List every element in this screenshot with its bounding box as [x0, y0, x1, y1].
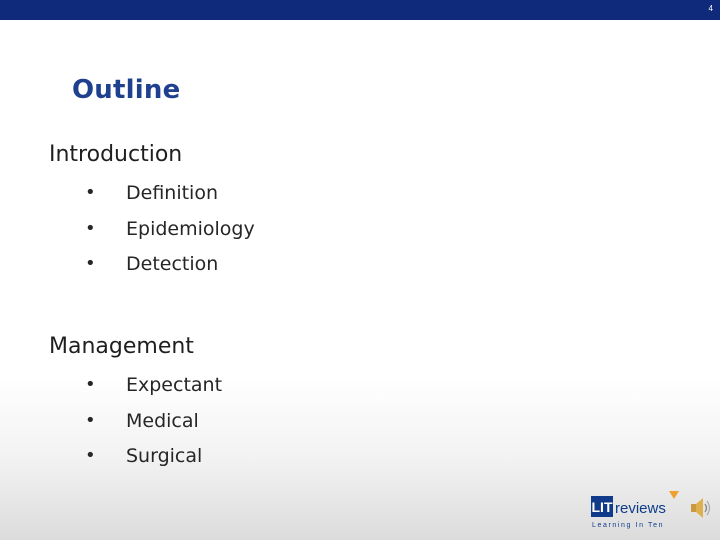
section-introduction	[49, 140, 255, 288]
slide-title: Outline	[72, 75, 181, 105]
list-item	[49, 373, 223, 409]
list-item-label: Detection	[126, 253, 219, 275]
logo-triangle-icon	[669, 491, 679, 499]
list-item	[49, 217, 255, 253]
logo-lit-text: LIT	[591, 499, 613, 515]
bullet-icon: •	[85, 374, 96, 395]
section-heading: Management	[49, 334, 194, 359]
logo-tagline: Learning In Ten	[592, 522, 665, 529]
litreviews-logo	[588, 491, 688, 531]
section-management	[49, 332, 223, 480]
logo-graphic	[588, 491, 688, 531]
list-item	[49, 181, 219, 217]
top-bar	[0, 0, 720, 20]
list-item-label: Definition	[126, 182, 219, 204]
list-item	[49, 252, 219, 288]
bullet-icon: •	[85, 409, 96, 431]
speaker-icon[interactable]	[690, 496, 712, 520]
list-item-label: Epidemiology	[126, 217, 255, 240]
list-item	[49, 409, 199, 445]
bullet-icon: •	[85, 445, 96, 466]
slide-number: 4	[708, 4, 713, 13]
speaker-icon-graphic	[690, 496, 712, 520]
section-heading: Introduction	[49, 142, 183, 167]
list-item-label: Expectant	[126, 374, 223, 396]
bullet-list	[49, 373, 223, 480]
list-item-label: Medical	[126, 409, 199, 432]
bullet-icon: •	[85, 253, 96, 274]
bullet-icon: •	[85, 182, 96, 203]
list-item-label: Surgical	[126, 445, 203, 467]
logo-reviews-text: reviews	[615, 500, 666, 517]
bullet-list	[49, 181, 255, 288]
bullet-icon: •	[85, 217, 96, 239]
list-item	[49, 444, 203, 480]
